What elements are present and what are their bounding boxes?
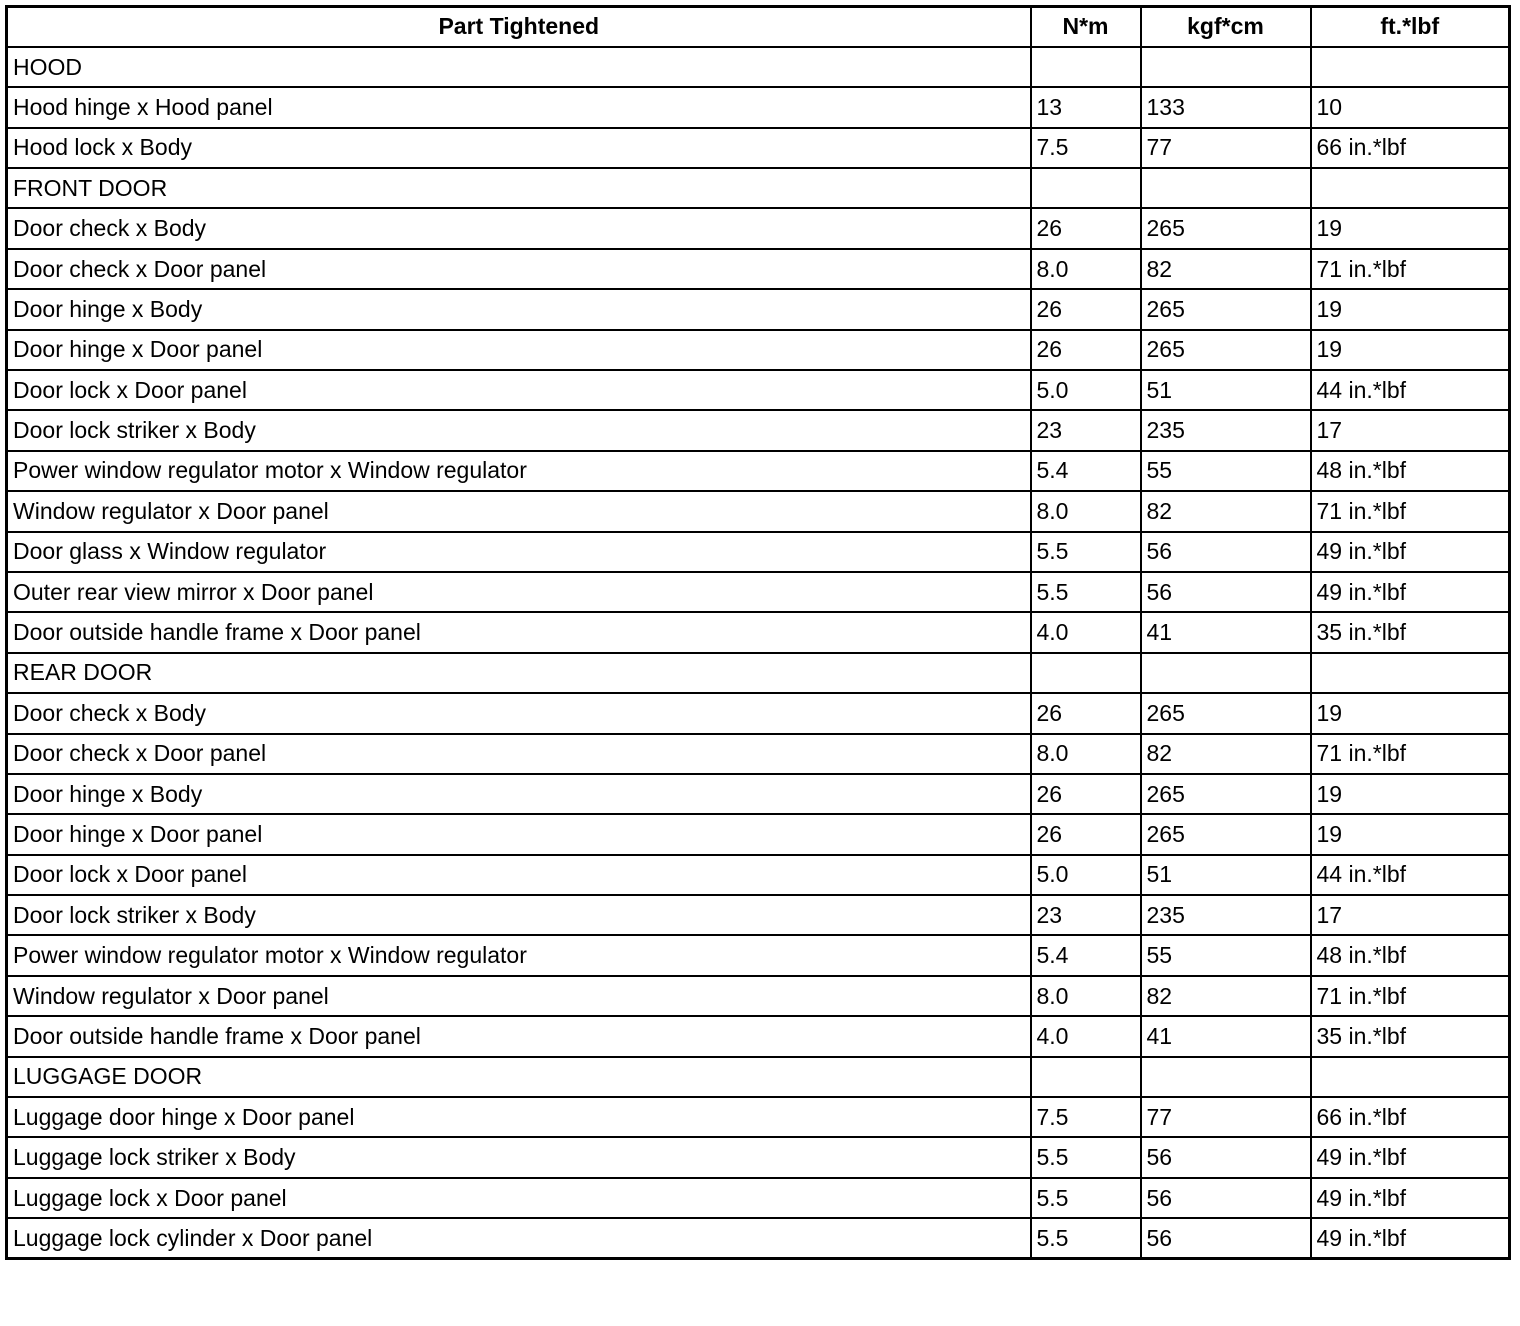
part-cell: Door lock striker x Body <box>7 410 1031 450</box>
ft-lbf-cell: 10 <box>1311 87 1510 127</box>
kgf-cm-cell: 56 <box>1141 572 1311 612</box>
ft-lbf-cell: 44 in.*lbf <box>1311 370 1510 410</box>
ft-lbf-cell: 71 in.*lbf <box>1311 249 1510 289</box>
part-cell: HOOD <box>7 47 1031 87</box>
part-cell: Luggage door hinge x Door panel <box>7 1097 1031 1137</box>
part-cell: Power window regulator motor x Window regulator <box>7 935 1031 975</box>
part-cell: Door check x Body <box>7 693 1031 733</box>
kgf-cm-cell: 77 <box>1141 1097 1311 1137</box>
kgf-cm-cell: 265 <box>1141 814 1311 854</box>
kgf-cm-cell: 51 <box>1141 370 1311 410</box>
kgf-cm-cell: 56 <box>1141 1178 1311 1218</box>
part-cell: REAR DOOR <box>7 653 1031 693</box>
table-row <box>7 814 1510 854</box>
nm-cell: 8.0 <box>1031 491 1141 531</box>
kgf-cm-cell: 82 <box>1141 491 1311 531</box>
kgf-cm-cell: 55 <box>1141 451 1311 491</box>
kgf-cm-cell: 82 <box>1141 976 1311 1016</box>
nm-cell: 26 <box>1031 774 1141 814</box>
table-row <box>7 128 1510 168</box>
kgf-cm-cell: 41 <box>1141 612 1311 652</box>
nm-cell: 5.5 <box>1031 532 1141 572</box>
nm-cell <box>1031 1057 1141 1097</box>
table-row <box>7 895 1510 935</box>
ft-lbf-cell: 19 <box>1311 814 1510 854</box>
part-cell: Door hinge x Body <box>7 774 1031 814</box>
ft-lbf-cell: 17 <box>1311 895 1510 935</box>
kgf-cm-cell: 82 <box>1141 249 1311 289</box>
nm-cell <box>1031 47 1141 87</box>
table-row <box>7 1057 1510 1097</box>
ft-lbf-cell: 49 in.*lbf <box>1311 1218 1510 1258</box>
part-cell: Luggage lock cylinder x Door panel <box>7 1218 1031 1258</box>
part-cell: Door outside handle frame x Door panel <box>7 1016 1031 1056</box>
ft-lbf-cell: 19 <box>1311 693 1510 733</box>
ft-lbf-cell: 35 in.*lbf <box>1311 1016 1510 1056</box>
kgf-cm-cell: 56 <box>1141 1218 1311 1258</box>
ft-lbf-cell <box>1311 47 1510 87</box>
kgf-cm-cell: 265 <box>1141 774 1311 814</box>
nm-cell: 4.0 <box>1031 1016 1141 1056</box>
nm-cell: 7.5 <box>1031 1097 1141 1137</box>
nm-cell: 5.5 <box>1031 1137 1141 1177</box>
header-row <box>7 7 1510 47</box>
part-cell: Door hinge x Door panel <box>7 330 1031 370</box>
ft-lbf-cell: 71 in.*lbf <box>1311 491 1510 531</box>
ft-lbf-cell: 49 in.*lbf <box>1311 1178 1510 1218</box>
table-row <box>7 572 1510 612</box>
table-row <box>7 87 1510 127</box>
nm-cell <box>1031 168 1141 208</box>
kgf-cm-cell: 265 <box>1141 289 1311 329</box>
header-nm: N*m <box>1031 7 1141 47</box>
table-row <box>7 734 1510 774</box>
part-cell: Door check x Door panel <box>7 734 1031 774</box>
table-row <box>7 532 1510 572</box>
table-row <box>7 1097 1510 1137</box>
table-row <box>7 1137 1510 1177</box>
table-row <box>7 249 1510 289</box>
table-row <box>7 1218 1510 1258</box>
table-row <box>7 451 1510 491</box>
nm-cell: 5.0 <box>1031 370 1141 410</box>
ft-lbf-cell: 19 <box>1311 208 1510 248</box>
ft-lbf-cell: 66 in.*lbf <box>1311 128 1510 168</box>
nm-cell: 5.0 <box>1031 855 1141 895</box>
nm-cell: 5.5 <box>1031 1178 1141 1218</box>
nm-cell <box>1031 653 1141 693</box>
ft-lbf-cell: 19 <box>1311 330 1510 370</box>
table-row <box>7 976 1510 1016</box>
table-body <box>7 47 1510 1259</box>
part-cell: Door glass x Window regulator <box>7 532 1031 572</box>
table-row <box>7 491 1510 531</box>
kgf-cm-cell <box>1141 47 1311 87</box>
table-row <box>7 1178 1510 1218</box>
nm-cell: 26 <box>1031 330 1141 370</box>
part-cell: Door lock x Door panel <box>7 855 1031 895</box>
part-cell: Window regulator x Door panel <box>7 976 1031 1016</box>
nm-cell: 5.5 <box>1031 1218 1141 1258</box>
part-cell: Hood lock x Body <box>7 128 1031 168</box>
kgf-cm-cell: 56 <box>1141 532 1311 572</box>
part-cell: Door lock striker x Body <box>7 895 1031 935</box>
table-row <box>7 47 1510 87</box>
ft-lbf-cell: 49 in.*lbf <box>1311 1137 1510 1177</box>
ft-lbf-cell: 71 in.*lbf <box>1311 976 1510 1016</box>
table-row <box>7 693 1510 733</box>
ft-lbf-cell: 17 <box>1311 410 1510 450</box>
part-cell: LUGGAGE DOOR <box>7 1057 1031 1097</box>
header-kgf-cm: kgf*cm <box>1141 7 1311 47</box>
kgf-cm-cell: 41 <box>1141 1016 1311 1056</box>
ft-lbf-cell <box>1311 1057 1510 1097</box>
table-row <box>7 168 1510 208</box>
part-cell: Luggage lock x Door panel <box>7 1178 1031 1218</box>
table-row <box>7 774 1510 814</box>
table-row <box>7 208 1510 248</box>
part-cell: FRONT DOOR <box>7 168 1031 208</box>
kgf-cm-cell: 265 <box>1141 208 1311 248</box>
part-cell: Door hinge x Body <box>7 289 1031 329</box>
part-cell: Door outside handle frame x Door panel <box>7 612 1031 652</box>
nm-cell: 7.5 <box>1031 128 1141 168</box>
nm-cell: 26 <box>1031 289 1141 329</box>
nm-cell: 8.0 <box>1031 249 1141 289</box>
ft-lbf-cell: 35 in.*lbf <box>1311 612 1510 652</box>
part-cell: Window regulator x Door panel <box>7 491 1031 531</box>
ft-lbf-cell: 48 in.*lbf <box>1311 935 1510 975</box>
part-cell: Door check x Body <box>7 208 1031 248</box>
nm-cell: 5.4 <box>1031 935 1141 975</box>
kgf-cm-cell <box>1141 653 1311 693</box>
table-row <box>7 612 1510 652</box>
table-row <box>7 653 1510 693</box>
ft-lbf-cell: 66 in.*lbf <box>1311 1097 1510 1137</box>
nm-cell: 26 <box>1031 814 1141 854</box>
part-cell: Power window regulator motor x Window regulator <box>7 451 1031 491</box>
kgf-cm-cell: 82 <box>1141 734 1311 774</box>
ft-lbf-cell: 48 in.*lbf <box>1311 451 1510 491</box>
kgf-cm-cell: 56 <box>1141 1137 1311 1177</box>
kgf-cm-cell: 133 <box>1141 87 1311 127</box>
part-cell: Door check x Door panel <box>7 249 1031 289</box>
table-row <box>7 289 1510 329</box>
table-row <box>7 1016 1510 1056</box>
part-cell: Luggage lock striker x Body <box>7 1137 1031 1177</box>
kgf-cm-cell: 235 <box>1141 410 1311 450</box>
kgf-cm-cell: 265 <box>1141 330 1311 370</box>
torque-spec-table <box>5 5 1511 1260</box>
kgf-cm-cell: 55 <box>1141 935 1311 975</box>
header-part-tightened: Part Tightened <box>7 7 1031 47</box>
kgf-cm-cell <box>1141 168 1311 208</box>
kgf-cm-cell <box>1141 1057 1311 1097</box>
part-cell: Door lock x Door panel <box>7 370 1031 410</box>
ft-lbf-cell <box>1311 168 1510 208</box>
ft-lbf-cell: 49 in.*lbf <box>1311 572 1510 612</box>
ft-lbf-cell: 19 <box>1311 289 1510 329</box>
kgf-cm-cell: 265 <box>1141 693 1311 733</box>
nm-cell: 26 <box>1031 693 1141 733</box>
part-cell: Hood hinge x Hood panel <box>7 87 1031 127</box>
ft-lbf-cell: 49 in.*lbf <box>1311 532 1510 572</box>
part-cell: Outer rear view mirror x Door panel <box>7 572 1031 612</box>
kgf-cm-cell: 235 <box>1141 895 1311 935</box>
nm-cell: 23 <box>1031 895 1141 935</box>
nm-cell: 4.0 <box>1031 612 1141 652</box>
ft-lbf-cell: 44 in.*lbf <box>1311 855 1510 895</box>
nm-cell: 5.5 <box>1031 572 1141 612</box>
table-row <box>7 855 1510 895</box>
ft-lbf-cell: 19 <box>1311 774 1510 814</box>
nm-cell: 23 <box>1031 410 1141 450</box>
nm-cell: 26 <box>1031 208 1141 248</box>
ft-lbf-cell <box>1311 653 1510 693</box>
table-row <box>7 370 1510 410</box>
table-row <box>7 330 1510 370</box>
ft-lbf-cell: 71 in.*lbf <box>1311 734 1510 774</box>
part-cell: Door hinge x Door panel <box>7 814 1031 854</box>
table-row <box>7 410 1510 450</box>
table-row <box>7 935 1510 975</box>
header-ft-lbf: ft.*lbf <box>1311 7 1510 47</box>
nm-cell: 8.0 <box>1031 734 1141 774</box>
nm-cell: 5.4 <box>1031 451 1141 491</box>
kgf-cm-cell: 77 <box>1141 128 1311 168</box>
nm-cell: 13 <box>1031 87 1141 127</box>
kgf-cm-cell: 51 <box>1141 855 1311 895</box>
nm-cell: 8.0 <box>1031 976 1141 1016</box>
